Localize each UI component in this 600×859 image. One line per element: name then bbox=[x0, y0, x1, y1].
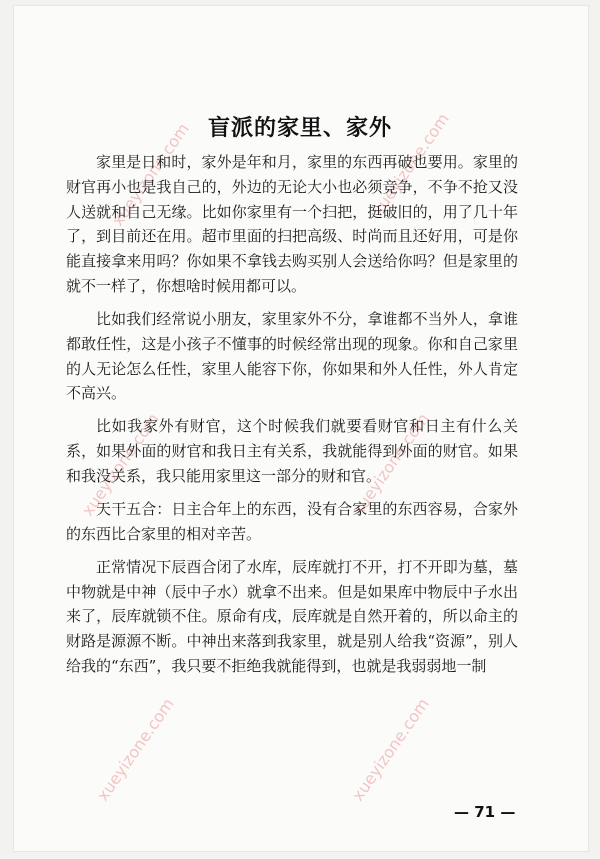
watermark: xueyizone.com bbox=[77, 409, 163, 520]
watermark: xueyizone.com bbox=[92, 694, 178, 805]
watermark: xueyizone.com bbox=[347, 694, 433, 805]
paragraph: 家里是日和时，家外是年和月，家里的东西再破也要用。家里的财官再小也是我自己的，外边的无论大小也必须竞争，不争不抢又没人送就和自己无缘。比如你家里有一个扫把，挺破旧的，用了几十年了，到目前还在用。超市里面的扫把高级、时尚而且还好用，可是你能直接拿来用吗？你如果不拿钱去购买别人会送给你吗？但是家里的就不一样了，你想啥时候用都可以。 bbox=[66, 153, 518, 295]
paragraph: 比如我们经常说小朋友，家里家外不分，拿谁都不当外人，拿谁都敢任性，这是小孩子不懂事的时候经常出现的现象。你和自己家里的人无论怎么任性，家里人能容下你，你如果和外人任性，外人肯定不高兴。 bbox=[66, 309, 518, 403]
page-number: — 71 — bbox=[454, 803, 516, 821]
paragraph: 天干五合：日主合年上的东西，没有合家里的东西容易，合家外的东西比合家里的相对辛苦。 bbox=[66, 499, 518, 543]
paragraph: 比如我家外有财官，这个时候我们就要看财官和日主有什么关系，如果外面的财官和我日主有关系，我就能得到外面的财官。如果和我没关系，我只能用家里这一部分的财和官。 bbox=[66, 417, 518, 485]
paragraph: 正常情况下辰酉合闭了水库，辰库就打不开，打不开即为墓，墓中物就是中神（辰中子水）就拿不出来。但是如果库中物辰中子水出来了，辰库就锁不住。原命有戌，辰库就是自然开着的，所以命主的财路是源源不断。中神出来落到我家里，就是别人给我“资源”，别人给我的“东西”，我只要不拒绝我就能得到，也就是我弱弱地一制 bbox=[66, 557, 518, 675]
watermark: xueyizone.com bbox=[367, 109, 453, 220]
watermark: xueyizone.com bbox=[347, 409, 433, 520]
page-title: 盲派的家里、家外 bbox=[207, 115, 392, 141]
body-text bbox=[66, 150, 518, 687]
watermark: xueyizone.com bbox=[107, 119, 193, 230]
